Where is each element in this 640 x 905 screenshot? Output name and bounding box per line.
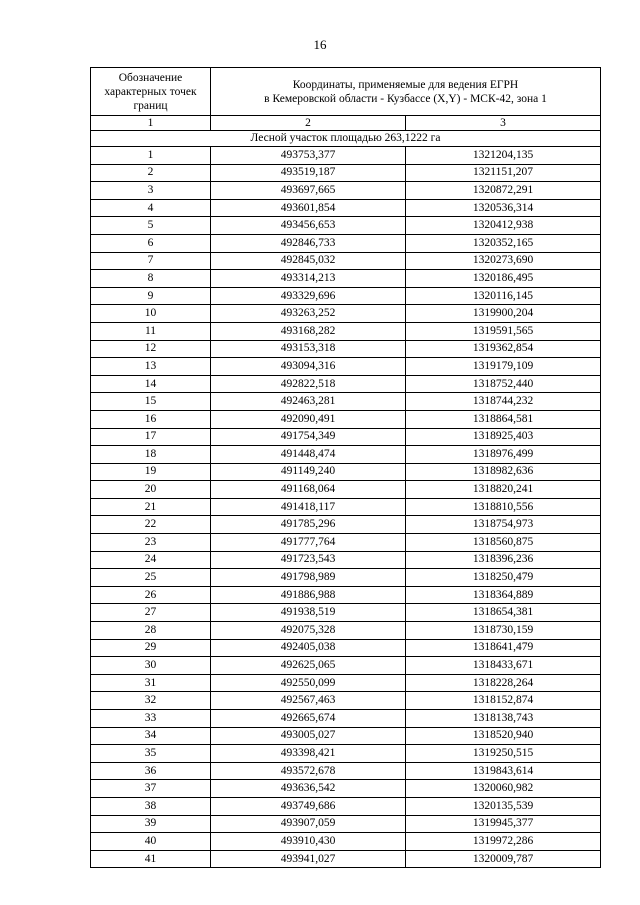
point-number: 40	[91, 833, 211, 851]
y-coordinate: 1319945,377	[406, 815, 601, 833]
x-coordinate: 493907,059	[211, 815, 406, 833]
table-row	[91, 252, 601, 270]
y-coordinate: 1319972,286	[406, 833, 601, 851]
y-coordinate: 1318396,236	[406, 551, 601, 569]
point-number: 30	[91, 657, 211, 675]
x-coordinate: 493910,430	[211, 833, 406, 851]
table-row	[91, 182, 601, 200]
y-coordinate: 1318925,403	[406, 428, 601, 446]
y-coordinate: 1320273,690	[406, 252, 601, 270]
x-coordinate: 492550,099	[211, 674, 406, 692]
x-coordinate: 493572,678	[211, 762, 406, 780]
table-row	[91, 393, 601, 411]
x-coordinate: 493153,318	[211, 340, 406, 358]
x-coordinate: 491886,988	[211, 586, 406, 604]
point-number: 13	[91, 358, 211, 376]
x-coordinate: 492845,032	[211, 252, 406, 270]
table-row	[91, 164, 601, 182]
point-number: 20	[91, 481, 211, 499]
x-coordinate: 493749,686	[211, 797, 406, 815]
y-coordinate: 1320186,495	[406, 270, 601, 288]
table-row	[91, 446, 601, 464]
point-number: 1	[91, 147, 211, 165]
x-coordinate: 491448,474	[211, 446, 406, 464]
x-coordinate: 493263,252	[211, 305, 406, 323]
point-number: 9	[91, 287, 211, 305]
point-number: 24	[91, 551, 211, 569]
point-number: 38	[91, 797, 211, 815]
x-coordinate: 493601,854	[211, 199, 406, 217]
table-row	[91, 217, 601, 235]
table-row	[91, 463, 601, 481]
table-row	[91, 534, 601, 552]
table-row	[91, 657, 601, 675]
x-coordinate: 493753,377	[211, 147, 406, 165]
y-coordinate: 1319843,614	[406, 762, 601, 780]
point-number: 3	[91, 182, 211, 200]
x-coordinate: 492405,038	[211, 639, 406, 657]
y-coordinate: 1320872,291	[406, 182, 601, 200]
x-coordinate: 492090,491	[211, 410, 406, 428]
table-row	[91, 234, 601, 252]
x-coordinate: 493168,282	[211, 322, 406, 340]
table-row	[91, 410, 601, 428]
coordinates-table	[90, 67, 601, 868]
x-coordinate: 493519,187	[211, 164, 406, 182]
x-coordinate: 491754,349	[211, 428, 406, 446]
y-coordinate: 1318138,743	[406, 710, 601, 728]
table-row	[91, 147, 601, 165]
table-row	[91, 622, 601, 640]
x-coordinate: 492665,674	[211, 710, 406, 728]
table-row	[91, 358, 601, 376]
x-coordinate: 493005,027	[211, 727, 406, 745]
y-coordinate: 1321204,135	[406, 147, 601, 165]
column-number: 2	[211, 116, 406, 131]
x-coordinate: 493941,027	[211, 850, 406, 868]
x-coordinate: 491798,989	[211, 569, 406, 587]
point-number: 39	[91, 815, 211, 833]
point-number: 19	[91, 463, 211, 481]
y-coordinate: 1320536,314	[406, 199, 601, 217]
point-number: 5	[91, 217, 211, 235]
point-number: 34	[91, 727, 211, 745]
x-coordinate: 493456,653	[211, 217, 406, 235]
y-coordinate: 1320116,145	[406, 287, 601, 305]
y-coordinate: 1318820,241	[406, 481, 601, 499]
x-coordinate: 491785,296	[211, 516, 406, 534]
y-coordinate: 1320352,165	[406, 234, 601, 252]
point-number: 14	[91, 375, 211, 393]
y-coordinate: 1318744,232	[406, 393, 601, 411]
point-number: 8	[91, 270, 211, 288]
page-number: 16	[313, 37, 327, 52]
point-number: 2	[91, 164, 211, 182]
y-coordinate: 1319250,515	[406, 745, 601, 763]
point-number: 21	[91, 498, 211, 516]
column-number: 1	[91, 116, 211, 131]
table-row	[91, 481, 601, 499]
y-coordinate: 1319362,854	[406, 340, 601, 358]
y-coordinate: 1318520,940	[406, 727, 601, 745]
x-coordinate: 493636,542	[211, 780, 406, 798]
table-row	[91, 639, 601, 657]
coordinates-header-line1: Координаты, применяемые для ведения ЕГРН	[292, 78, 519, 91]
table-row	[91, 745, 601, 763]
y-coordinate: 1318754,973	[406, 516, 601, 534]
x-coordinate: 492625,065	[211, 657, 406, 675]
point-number: 17	[91, 428, 211, 446]
point-number: 29	[91, 639, 211, 657]
table-header-row	[91, 68, 601, 116]
table-row	[91, 674, 601, 692]
table-row	[91, 305, 601, 323]
x-coordinate: 491168,064	[211, 481, 406, 499]
point-number: 36	[91, 762, 211, 780]
table-row	[91, 586, 601, 604]
table-row	[91, 322, 601, 340]
coordinates-header-line2: в Кемеровской области - Кузбассе (X,Y) - МСК-42, зона 1	[264, 92, 547, 105]
point-number: 25	[91, 569, 211, 587]
y-coordinate: 1320135,539	[406, 797, 601, 815]
table-row	[91, 516, 601, 534]
y-coordinate: 1318752,440	[406, 375, 601, 393]
y-coordinate: 1318982,636	[406, 463, 601, 481]
table-row	[91, 604, 601, 622]
table-row	[91, 797, 601, 815]
point-number: 31	[91, 674, 211, 692]
table-row	[91, 287, 601, 305]
y-coordinate: 1318730,159	[406, 622, 601, 640]
y-coordinate: 1319900,204	[406, 305, 601, 323]
table-row	[91, 692, 601, 710]
point-number: 35	[91, 745, 211, 763]
table-row	[91, 375, 601, 393]
table-row	[91, 551, 601, 569]
x-coordinate: 493329,696	[211, 287, 406, 305]
point-number: 27	[91, 604, 211, 622]
x-coordinate: 492846,733	[211, 234, 406, 252]
column-number: 3	[406, 116, 601, 131]
section-title: Лесной участок площадью 263,1222 га	[91, 131, 601, 147]
y-coordinate: 1318864,581	[406, 410, 601, 428]
y-coordinate: 1318560,875	[406, 534, 601, 552]
point-number: 33	[91, 710, 211, 728]
point-number: 26	[91, 586, 211, 604]
point-number: 41	[91, 850, 211, 868]
x-coordinate: 491723,543	[211, 551, 406, 569]
point-number: 4	[91, 199, 211, 217]
point-number: 28	[91, 622, 211, 640]
table-row	[91, 498, 601, 516]
section-title-row	[91, 131, 601, 147]
x-coordinate: 491149,240	[211, 463, 406, 481]
x-coordinate: 492463,281	[211, 393, 406, 411]
y-coordinate: 1318364,889	[406, 586, 601, 604]
y-coordinate: 1318641,479	[406, 639, 601, 657]
y-coordinate: 1318810,556	[406, 498, 601, 516]
y-coordinate: 1320412,938	[406, 217, 601, 235]
coordinates-header	[211, 68, 601, 116]
y-coordinate: 1320009,787	[406, 850, 601, 868]
point-number: 16	[91, 410, 211, 428]
table-row	[91, 850, 601, 868]
x-coordinate: 493697,665	[211, 182, 406, 200]
table-row	[91, 710, 601, 728]
point-number: 10	[91, 305, 211, 323]
table-row	[91, 780, 601, 798]
x-coordinate: 491938,519	[211, 604, 406, 622]
x-coordinate: 493314,213	[211, 270, 406, 288]
x-coordinate: 492075,328	[211, 622, 406, 640]
y-coordinate: 1318654,381	[406, 604, 601, 622]
point-number: 12	[91, 340, 211, 358]
table-row	[91, 199, 601, 217]
point-number: 22	[91, 516, 211, 534]
y-coordinate: 1321151,207	[406, 164, 601, 182]
point-number: 18	[91, 446, 211, 464]
point-number: 23	[91, 534, 211, 552]
x-coordinate: 493094,316	[211, 358, 406, 376]
point-number: 11	[91, 322, 211, 340]
y-coordinate: 1320060,982	[406, 780, 601, 798]
point-number: 37	[91, 780, 211, 798]
table-row	[91, 340, 601, 358]
x-coordinate: 492567,463	[211, 692, 406, 710]
table-row	[91, 762, 601, 780]
point-number: 32	[91, 692, 211, 710]
table-row	[91, 569, 601, 587]
y-coordinate: 1319179,109	[406, 358, 601, 376]
point-number: 15	[91, 393, 211, 411]
table-row	[91, 270, 601, 288]
y-coordinate: 1318976,499	[406, 446, 601, 464]
x-coordinate: 491777,764	[211, 534, 406, 552]
column-numbers-row	[91, 116, 601, 131]
table-row	[91, 428, 601, 446]
y-coordinate: 1318152,874	[406, 692, 601, 710]
point-designation-header: Обозначение характерных точек границ	[91, 68, 211, 116]
y-coordinate: 1318228,264	[406, 674, 601, 692]
y-coordinate: 1318433,671	[406, 657, 601, 675]
point-number: 7	[91, 252, 211, 270]
table-row	[91, 815, 601, 833]
point-number: 6	[91, 234, 211, 252]
table-row	[91, 727, 601, 745]
table-row	[91, 833, 601, 851]
y-coordinate: 1319591,565	[406, 322, 601, 340]
x-coordinate: 493398,421	[211, 745, 406, 763]
x-coordinate: 491418,117	[211, 498, 406, 516]
y-coordinate: 1318250,479	[406, 569, 601, 587]
x-coordinate: 492822,518	[211, 375, 406, 393]
